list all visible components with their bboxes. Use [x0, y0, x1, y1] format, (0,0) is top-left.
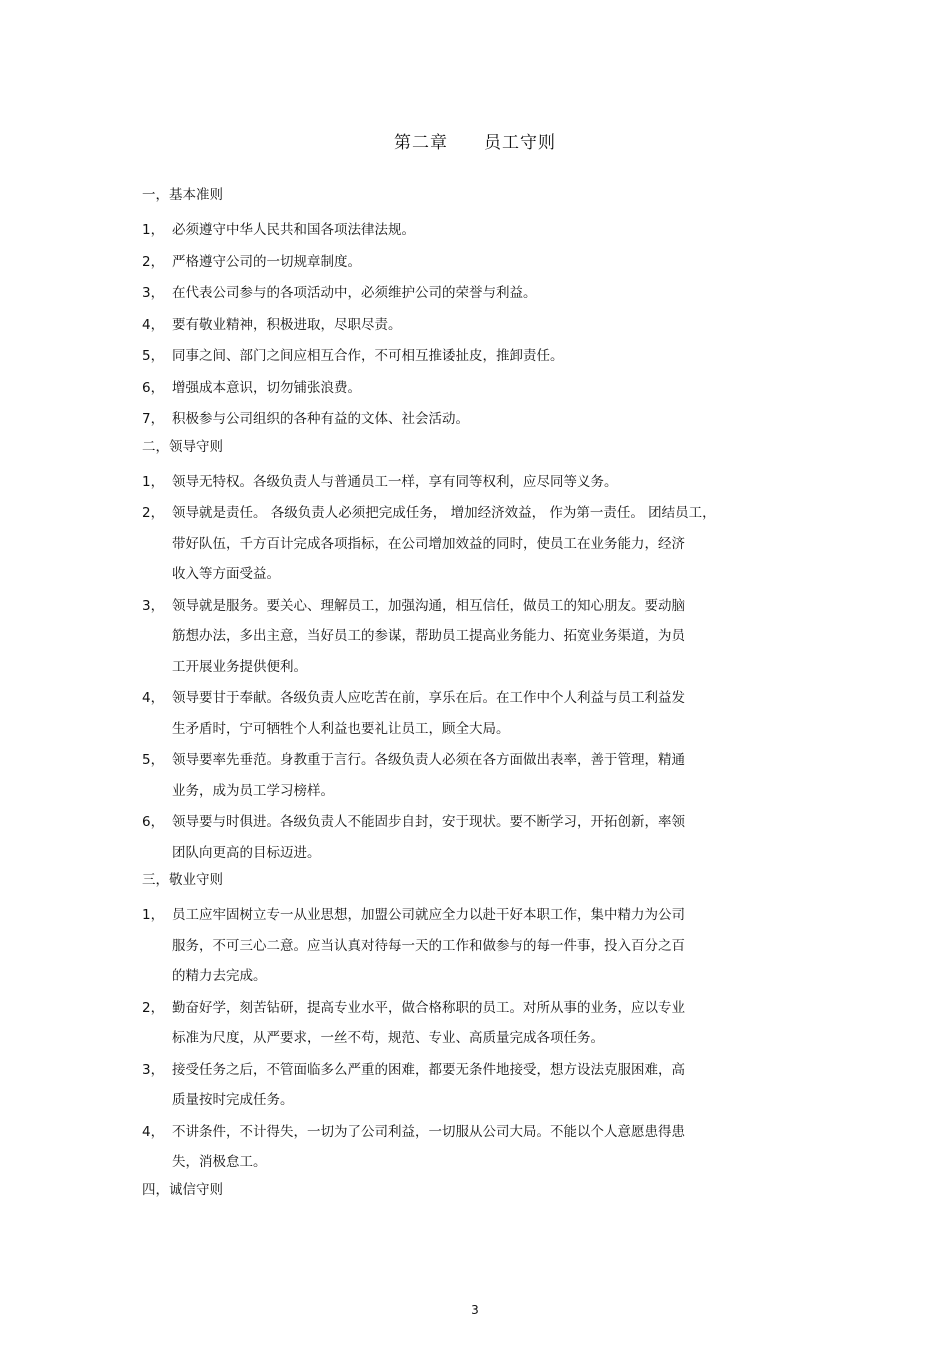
item-text [172, 993, 802, 1054]
item-number: 5， [142, 752, 165, 768]
item-text-line: 接受任务之后，不管面临多么严重的困难，都要无条件地接受，想方设法克服困难，高 [172, 1061, 685, 1078]
item-number: 2， [142, 505, 165, 521]
item-number: 1， [142, 222, 165, 238]
item-text-line: 严格遵守公司的一切规章制度。 [172, 253, 361, 270]
item-text-line: 的精力去完成。 [172, 968, 267, 984]
section-heading: 三，敬业守则 [142, 872, 223, 888]
item-text-line: 领导就是服务。要关心、理解员工，加强沟通，相互信任，做员工的知心朋友。要动脑 [172, 597, 685, 614]
item-text-line: 必须遵守中华人民共和国各项法律法规。 [172, 222, 415, 238]
item-number: 1， [142, 473, 165, 490]
list-item [142, 341, 802, 372]
item-text-line: 失，消极怠工。 [172, 1154, 267, 1170]
item-text-line: 增强成本意识，切勿铺张浪费。 [172, 379, 361, 396]
item-text [172, 467, 802, 498]
chapter-number: 第二章 [394, 133, 448, 153]
item-text-line: 积极参与公司组织的各种有益的文体、社会活动。 [172, 411, 469, 427]
list-item [142, 215, 802, 246]
item-text-line: 质量按时完成任务。 [172, 1092, 294, 1108]
item-text-line: 标准为尺度，从严要求，一丝不苟，规范、专业、高质量完成各项任务。 [172, 1030, 604, 1046]
item-number: 7， [142, 411, 165, 427]
item-text [172, 373, 802, 404]
item-text-line: 员工应牢固树立专一从业思想，加盟公司就应全力以赴干好本职工作，集中精力为公司 [172, 907, 685, 923]
item-text-line: 收入等方面受益。 [172, 566, 280, 582]
item-text-line: 服务，不可三心二意。应当认真对待每一天的工作和做参与的每一件事，投入百分之百 [172, 937, 685, 954]
item-text-line: 同事之间、部门之间应相互合作，不可相互推诿扯皮，推卸责任。 [172, 348, 564, 364]
list-item [142, 498, 802, 590]
item-text-line: 生矛盾时，宁可牺牲个人利益也要礼让员工，顾全大局。 [172, 720, 510, 737]
item-text-line: 筋想办法，多出主意，当好员工的参谋，帮助员工提高业务能力、拓宽业务渠道，为员 [172, 628, 685, 644]
item-text-line: 要有敬业精神，积极进取，尽职尽责。 [172, 316, 402, 333]
item-text [172, 1055, 802, 1116]
chapter-name: 员工守则 [484, 133, 556, 153]
item-text [172, 683, 802, 744]
item-text [172, 900, 802, 992]
item-number: 5， [142, 348, 165, 364]
item-text-line: 不讲条件，不计得失，一切为了公司利益，一切服从公司大局。不能以个人意愿患得患 [172, 1123, 685, 1140]
item-text-line: 领导就是责任。 各级负责人必须把完成任务， 增加经济效益， 作为第一责任。 团结员工， [172, 505, 716, 521]
document-body [142, 184, 802, 1210]
item-text-line: 领导要甘于奉献。各级负责人应吃苦在前，享乐在后。在工作中个人利益与员工利益发 [172, 690, 685, 706]
list-item [142, 591, 802, 683]
list-item [142, 467, 802, 498]
list-item [142, 1117, 802, 1178]
item-text [172, 745, 802, 806]
item-text-line: 业务，成为员工学习榜样。 [172, 782, 334, 799]
item-text [172, 807, 802, 868]
item-number: 6， [142, 814, 165, 830]
item-text-line: 带好队伍，千方百计完成各项指标，在公司增加效益的同时，使员工在业务能力，经济 [172, 535, 685, 552]
list-item [142, 807, 802, 868]
item-number: 4， [142, 316, 165, 333]
item-number: 2， [142, 999, 165, 1016]
item-text-line: 领导要与时俱进。各级负责人不能固步自封，安于现状。要不断学习，开拓创新，率领 [172, 814, 685, 830]
item-text-line: 工开展业务提供便利。 [172, 658, 307, 675]
item-text-line: 团队向更高的目标迈进。 [172, 844, 321, 861]
chapter-title [0, 128, 950, 153]
list-item [142, 900, 802, 992]
item-text [172, 1117, 802, 1178]
item-number: 1， [142, 907, 165, 923]
item-number: 4， [142, 690, 165, 706]
item-text [172, 498, 802, 590]
list-item [142, 993, 802, 1054]
item-number: 3， [142, 1061, 165, 1078]
list-item [142, 683, 802, 744]
item-number: 4， [142, 1123, 165, 1140]
item-text-line: 勤奋好学，刻苦钻研，提高专业水平，做合格称职的员工。对所从事的业务，应以专业 [172, 999, 685, 1016]
item-text-line: 领导要率先垂范。身教重于言行。各级负责人必须在各方面做出表率，善于管理，精通 [172, 752, 685, 768]
section-heading: 二，领导守则 [142, 438, 223, 455]
item-text [172, 278, 802, 309]
list-item [142, 404, 802, 435]
section-heading: 四，诚信守则 [142, 1181, 223, 1198]
item-number: 2， [142, 253, 165, 270]
list-item [142, 310, 802, 341]
item-number: 6， [142, 379, 165, 396]
list-item [142, 1055, 802, 1116]
list-item [142, 745, 802, 806]
item-number: 3， [142, 597, 165, 614]
page-number: 3 [471, 1303, 479, 1317]
item-text [172, 310, 802, 341]
item-text-line: 领导无特权。各级负责人与普通员工一样，享有同等权利，应尽同等义务。 [172, 473, 618, 490]
item-text [172, 215, 802, 246]
item-text [172, 591, 802, 683]
section-heading: 一，基本准则 [142, 187, 223, 203]
list-item [142, 278, 802, 309]
list-item [142, 373, 802, 404]
item-number: 3， [142, 285, 165, 301]
item-text [172, 341, 802, 372]
item-text-line: 在代表公司参与的各项活动中，必须维护公司的荣誉与利益。 [172, 285, 537, 301]
list-item [142, 247, 802, 278]
item-text [172, 404, 802, 435]
item-text [172, 247, 802, 278]
